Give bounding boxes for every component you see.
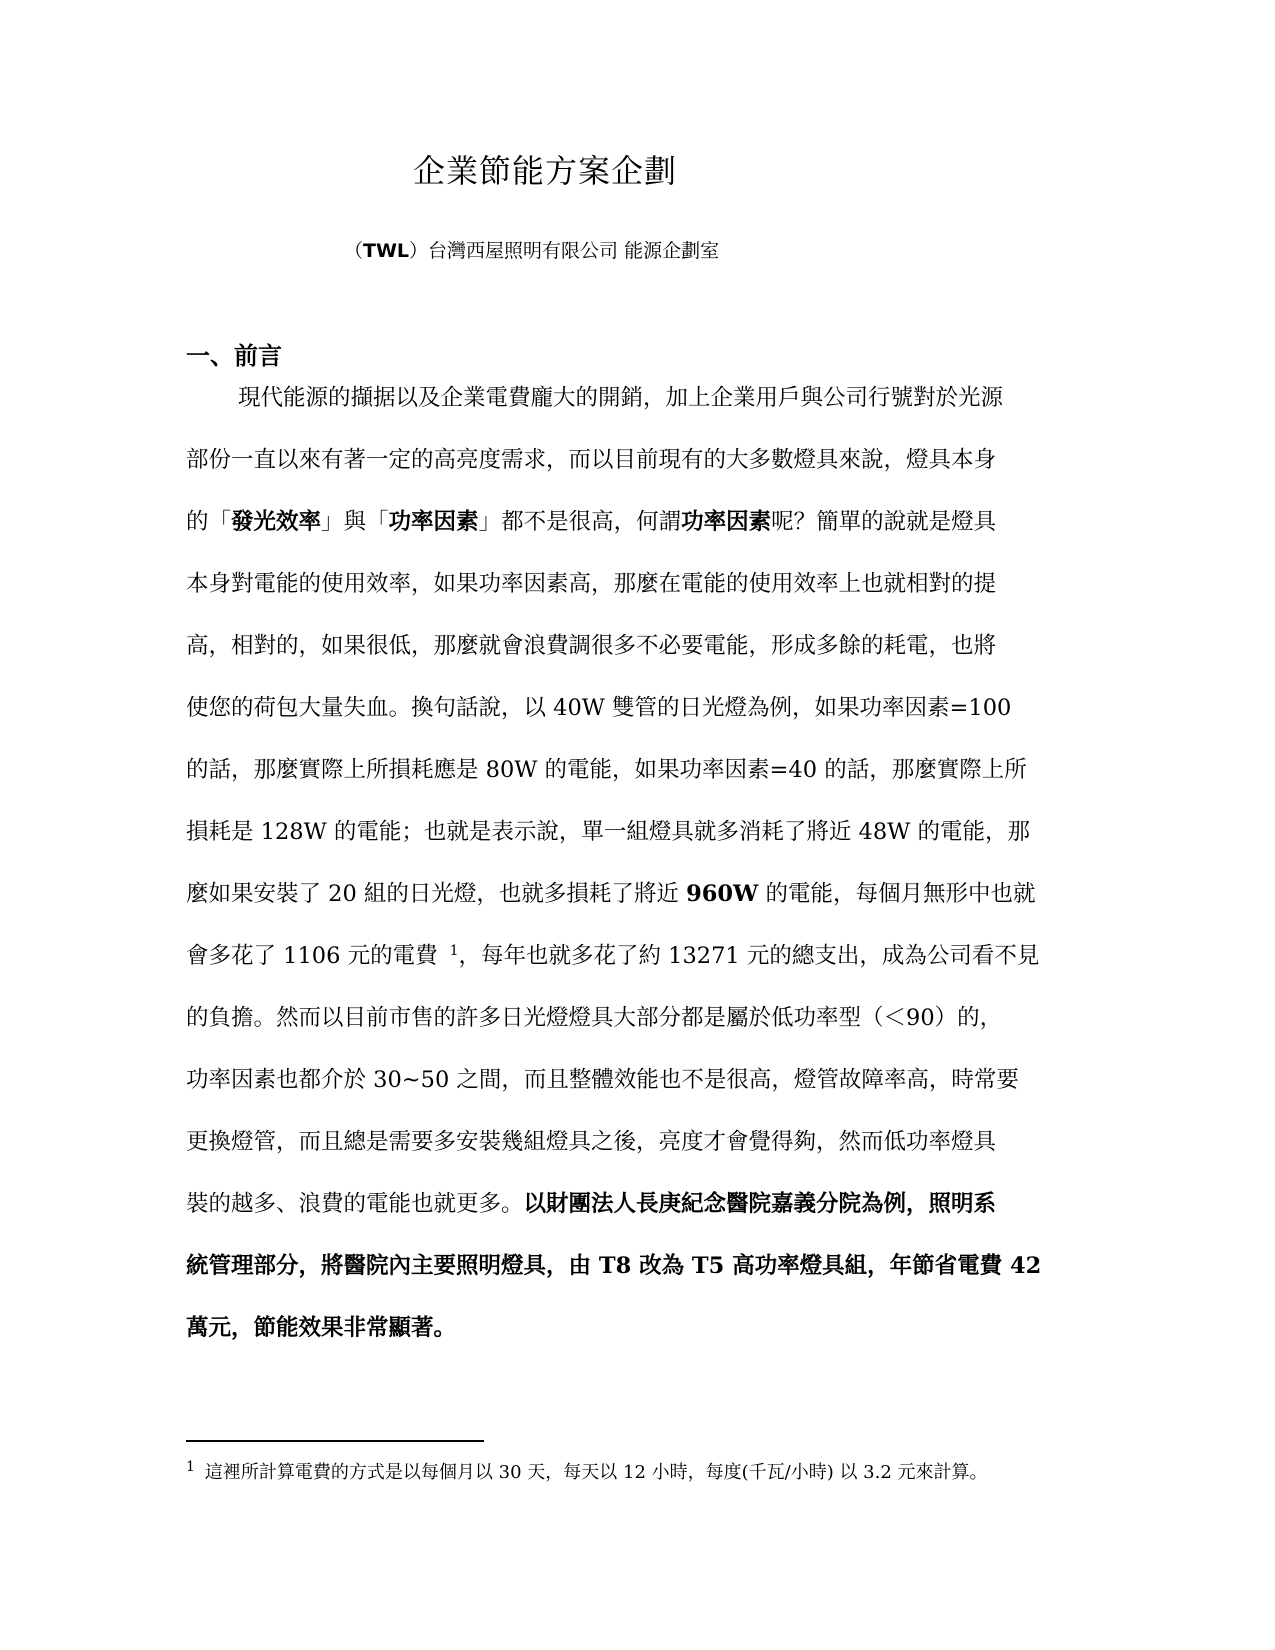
footnote-text: 這裡所計算電費的方式是以每個月以 30 天，每天以 12 小時，每度(千瓦/小時) 以 3.2 元來計算。 bbox=[204, 1462, 988, 1483]
paragraph-line: 高，相對的，如果很低，那麼就會浪費調很多不必要電能，形成多餘的耗電，也將 bbox=[186, 633, 997, 659]
footnote-separator bbox=[186, 1440, 484, 1442]
text-run: 的電能，每個月無形中也就 bbox=[758, 881, 1036, 907]
paragraph-line: 更換燈管，而且總是需要多安裝幾組燈具之後，亮度才會覺得夠，然而低功率燈具 bbox=[186, 1129, 997, 1155]
footnote-reference[interactable]: 1 bbox=[449, 942, 459, 959]
paragraph-line: 的話，那麼實際上所損耗應是 80W 的電能，如果功率因素=40 的話，那麼實際上所 bbox=[186, 757, 1027, 783]
text-run: 麼如果安裝了 20 組的日光燈，也就多損耗了將近 bbox=[186, 881, 687, 907]
emphasis-luminous-efficiency: 發光效率 bbox=[231, 509, 322, 535]
paragraph-line: 本身對電能的使用效率，如果功率因素高，那麼在電能的使用效率上也就相對的提 bbox=[186, 571, 997, 597]
paragraph-line bbox=[186, 942, 1040, 969]
text-run: 」都不是很高，何謂 bbox=[478, 509, 682, 535]
document-title: 企業節能方案企劃 bbox=[413, 152, 678, 190]
text-run: 裝的越多、浪費的電能也就更多。 bbox=[186, 1191, 524, 1217]
footnote-mark: 1 bbox=[186, 1459, 195, 1475]
subtitle-organization: ）台灣西屋照明有限公司 能源企劃室 bbox=[409, 240, 720, 262]
paragraph-line: 的負擔。然而以目前市售的許多日光燈燈具大部分都是屬於低功率型（＜90）的， bbox=[186, 1005, 1003, 1031]
text-run: ，每年也就多花了約 13271 元的總支出，成為公司看不見 bbox=[458, 943, 1040, 969]
emphasis-case-study: 以財團法人長庚紀念醫院嘉義分院為例，照明系 bbox=[523, 1191, 997, 1217]
emphasis-wattage: 960W bbox=[686, 881, 759, 907]
paragraph-line: 部份一直以來有著一定的高亮度需求，而以目前現有的大多數燈具來說，燈具本身 bbox=[186, 447, 997, 473]
paragraph-line: 統管理部分，將醫院內主要照明燈具，由 T8 改為 T5 高功率燈具組，年節省電費 42 bbox=[186, 1253, 1042, 1279]
paragraph-line: 使您的荷包大量失血。換句話說，以 40W 雙管的日光燈為例，如果功率因素=100 bbox=[186, 695, 1012, 721]
paragraph-line: 損耗是 128W 的電能；也就是表示說，單一組燈具就多消耗了將近 48W 的電能，那 bbox=[186, 819, 1030, 845]
paragraph-line bbox=[186, 1193, 996, 1216]
paragraph-line: 萬元，節能效果非常顯著。 bbox=[186, 1315, 457, 1341]
text-run: 呢？簡單的說就是燈具 bbox=[771, 509, 997, 535]
emphasis-power-factor: 功率因素 bbox=[681, 509, 772, 535]
text-run: 」與「 bbox=[321, 509, 389, 535]
subtitle-open-paren: （ bbox=[344, 240, 364, 262]
paragraph-line: 功率因素也都介於 30~50 之間，而且整體效能也不是很高，燈管故障率高，時常要 bbox=[186, 1067, 1019, 1093]
paragraph-line bbox=[186, 883, 1036, 906]
text-run: 會多花了 1106 元的電費 bbox=[186, 943, 438, 969]
paragraph-line: 現代能源的擷据以及企業電費龐大的開銷，加上企業用戶與公司行號對於光源 bbox=[238, 385, 1004, 411]
section-heading: 一、前言 bbox=[186, 342, 282, 370]
document-subtitle bbox=[344, 236, 719, 263]
emphasis-power-factor: 功率因素 bbox=[388, 509, 479, 535]
footnote bbox=[186, 1458, 988, 1484]
subtitle-abbreviation: TWL bbox=[363, 240, 410, 262]
text-run: 的「 bbox=[186, 509, 232, 535]
paragraph-line bbox=[186, 511, 996, 534]
